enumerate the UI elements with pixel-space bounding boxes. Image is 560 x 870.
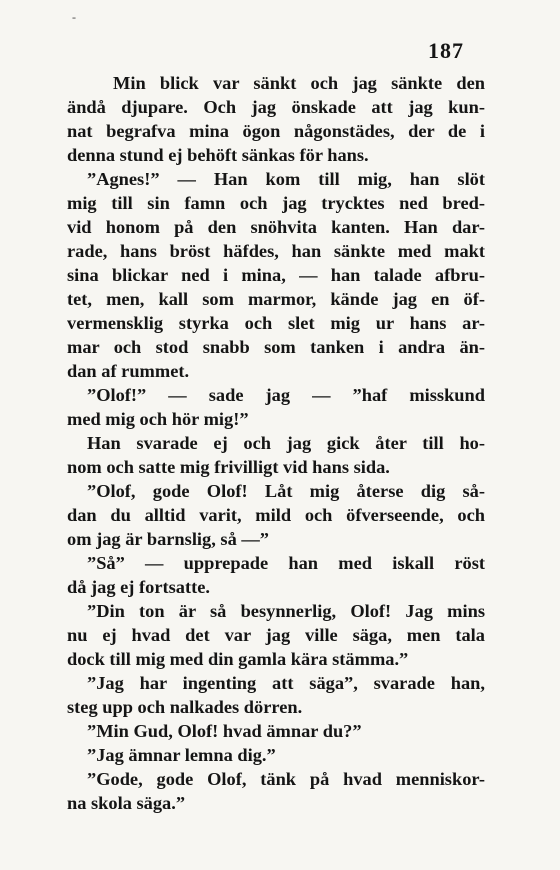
text-line: ”Olof!” — sade jag — ”haf misskund (87, 385, 485, 405)
text-line: ”Jag har ingenting att säga”, svarade han, (87, 673, 485, 693)
text-line: dan af rummet. (67, 361, 190, 381)
text-line: tet, men, kall som marmor, kände jag en öf- (67, 289, 485, 309)
text-line: med mig och hör mig!” (67, 409, 249, 429)
text-line: Han svarade ej och jag gick åter till ho- (87, 433, 485, 453)
text-line: rade, hans bröst häfdes, han sänkte med makt (67, 241, 485, 261)
text-line: mar och stod snabb som tanken i andra än- (67, 337, 485, 357)
text-line: denna stund ej behöft sänkas för hans. (67, 145, 369, 165)
text-line: om jag är barnslig, så —” (67, 529, 269, 549)
text-line: Min blick var sänkt och jag sänkte den (113, 73, 485, 93)
text-line: nom och satte mig frivilligt vid hans sida. (67, 457, 390, 477)
page-speck: - (72, 10, 76, 24)
page-number: 187 (428, 38, 464, 63)
text-line: ändå djupare. Och jag önskade att jag kun- (67, 97, 485, 117)
text-line: sina blickar ned i mina, — han talade afbru- (67, 265, 485, 285)
text-line: nat begrafva mina ögon någonstädes, der de i (67, 121, 485, 141)
text-line: ”Så” — upprepade han med iskall röst (87, 553, 485, 573)
text-line: ”Gode, gode Olof, tänk på hvad menniskor- (87, 769, 485, 789)
text-line: steg upp och nalkades dörren. (67, 697, 303, 717)
text-line: ”Jag ämnar lemna dig.” (87, 745, 276, 765)
text-line: ”Min Gud, Olof! hvad ämnar du?” (87, 721, 362, 741)
text-line: då jag ej fortsatte. (67, 577, 210, 597)
text-line: mig till sin famn och jag trycktes ned bred- (67, 193, 485, 213)
text-line: dock till mig med din gamla kära stämma.” (67, 649, 409, 669)
text-line: vid honom på den snöhvita kanten. Han dar- (67, 217, 485, 237)
body-text (67, 71, 485, 815)
text-line: ”Din ton är så besynnerlig, Olof! Jag mins (87, 601, 485, 621)
text-line: na skola säga.” (67, 793, 186, 813)
text-line: ”Agnes!” — Han kom till mig, han slöt (87, 169, 485, 189)
text-line: nu ej hvad det var jag ville säga, men tala (67, 625, 485, 645)
text-line: ”Olof, gode Olof! Låt mig återse dig så- (87, 481, 485, 501)
text-line: vermensklig styrka och slet mig ur hans ar- (67, 313, 485, 333)
text-line: dan du alltid varit, mild och öfverseende, och (67, 505, 485, 525)
